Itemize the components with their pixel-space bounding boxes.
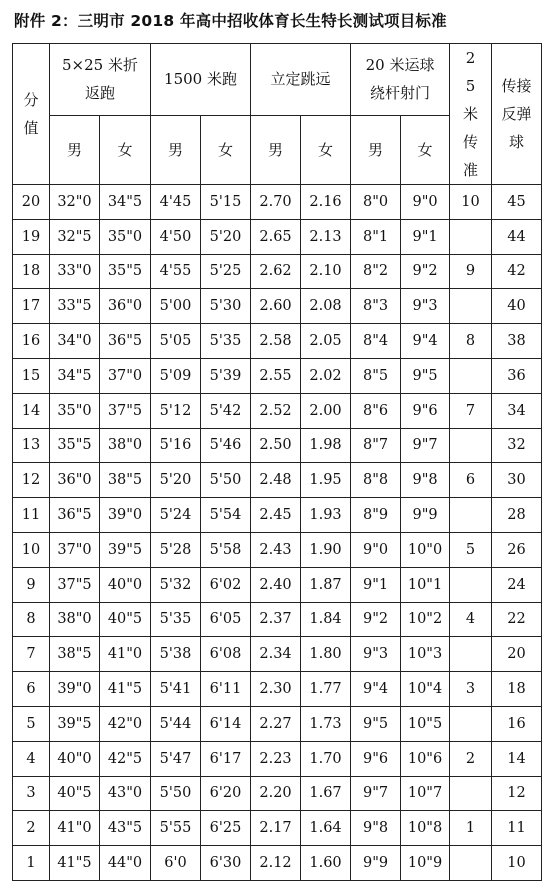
cell-rebound: 30 [492, 463, 542, 498]
cell-dribble-male: 8"3 [351, 289, 401, 324]
cell-rebound: 20 [492, 637, 542, 672]
cell-jump-female: 1.77 [301, 672, 351, 707]
cell-jump-female: 1.87 [301, 567, 351, 602]
header-dribble-shot: 20 米运球绕杆射门 [351, 44, 450, 116]
header-25m-pass: 25 米传准 [450, 44, 492, 185]
cell-dribble-female: 9"8 [401, 463, 450, 498]
cell-shuttle-male: 41"0 [50, 811, 100, 846]
cell-run-female: 6'14 [201, 706, 251, 741]
cell-dribble-female: 9"6 [401, 393, 450, 428]
cell-jump-female: 1.98 [301, 428, 351, 463]
cell-dribble-female: 10"5 [401, 706, 450, 741]
cell-run-male: 5'09 [151, 358, 201, 393]
cell-dribble-female: 10"2 [401, 602, 450, 637]
cell-jump-male: 2.40 [251, 567, 301, 602]
table-row [13, 289, 542, 324]
cell-run-female: 5'20 [201, 219, 251, 254]
cell-run-male: 5'32 [151, 567, 201, 602]
cell-shuttle-male: 32"5 [50, 219, 100, 254]
cell-score: 16 [13, 324, 50, 359]
cell-pass: 2 [450, 741, 492, 776]
cell-dribble-male: 9"0 [351, 532, 401, 567]
cell-pass [450, 846, 492, 881]
cell-dribble-male: 9"6 [351, 741, 401, 776]
cell-shuttle-female: 39"0 [100, 498, 151, 533]
header-row-top [13, 44, 542, 116]
cell-shuttle-male: 35"0 [50, 393, 100, 428]
cell-jump-female: 1.90 [301, 532, 351, 567]
cell-dribble-female: 10"6 [401, 741, 450, 776]
cell-jump-male: 2.60 [251, 289, 301, 324]
cell-pass: 5 [450, 532, 492, 567]
cell-score: 15 [13, 358, 50, 393]
cell-shuttle-female: 43"0 [100, 776, 151, 811]
header-score: 分值 [13, 44, 50, 185]
cell-run-male: 5'55 [151, 811, 201, 846]
header-jump-female: 女 [301, 115, 351, 184]
header-run-female: 女 [201, 115, 251, 184]
cell-jump-male: 2.48 [251, 463, 301, 498]
cell-dribble-male: 8"0 [351, 185, 401, 220]
cell-dribble-male: 8"9 [351, 498, 401, 533]
cell-jump-male: 2.30 [251, 672, 301, 707]
cell-jump-male: 2.62 [251, 254, 301, 289]
cell-jump-female: 2.05 [301, 324, 351, 359]
cell-pass [450, 428, 492, 463]
cell-dribble-female: 9"3 [401, 289, 450, 324]
cell-rebound: 28 [492, 498, 542, 533]
cell-jump-male: 2.17 [251, 811, 301, 846]
cell-shuttle-male: 37"0 [50, 532, 100, 567]
cell-jump-male: 2.65 [251, 219, 301, 254]
header-dribble-female: 女 [401, 115, 450, 184]
cell-dribble-male: 8"5 [351, 358, 401, 393]
cell-rebound: 12 [492, 776, 542, 811]
cell-pass: 8 [450, 324, 492, 359]
cell-dribble-female: 10"1 [401, 567, 450, 602]
table-row [13, 498, 542, 533]
cell-jump-female: 2.02 [301, 358, 351, 393]
cell-score: 17 [13, 289, 50, 324]
cell-jump-female: 1.67 [301, 776, 351, 811]
cell-shuttle-male: 32"0 [50, 185, 100, 220]
cell-dribble-female: 10"7 [401, 776, 450, 811]
cell-run-female: 5'30 [201, 289, 251, 324]
cell-pass [450, 567, 492, 602]
cell-dribble-female: 9"2 [401, 254, 450, 289]
table-row [13, 672, 542, 707]
cell-shuttle-female: 35"0 [100, 219, 151, 254]
cell-run-male: 5'47 [151, 741, 201, 776]
cell-dribble-male: 8"4 [351, 324, 401, 359]
cell-pass: 3 [450, 672, 492, 707]
cell-pass [450, 706, 492, 741]
cell-dribble-female: 10"9 [401, 846, 450, 881]
cell-rebound: 11 [492, 811, 542, 846]
cell-score: 2 [13, 811, 50, 846]
cell-run-female: 6'11 [201, 672, 251, 707]
cell-run-female: 5'39 [201, 358, 251, 393]
cell-jump-female: 2.10 [301, 254, 351, 289]
table-row [13, 185, 542, 220]
cell-shuttle-male: 39"5 [50, 706, 100, 741]
cell-score: 14 [13, 393, 50, 428]
cell-shuttle-female: 37"5 [100, 393, 151, 428]
cell-dribble-male: 9"3 [351, 637, 401, 672]
cell-run-female: 5'50 [201, 463, 251, 498]
cell-jump-female: 1.84 [301, 602, 351, 637]
table-row [13, 254, 542, 289]
cell-jump-male: 2.12 [251, 846, 301, 881]
cell-shuttle-female: 42"0 [100, 706, 151, 741]
cell-run-female: 6'17 [201, 741, 251, 776]
cell-shuttle-female: 38"5 [100, 463, 151, 498]
cell-shuttle-male: 40"0 [50, 741, 100, 776]
table-body [13, 185, 542, 881]
cell-shuttle-male: 38"5 [50, 637, 100, 672]
cell-rebound: 24 [492, 567, 542, 602]
table-row [13, 706, 542, 741]
cell-run-female: 5'35 [201, 324, 251, 359]
cell-shuttle-male: 36"5 [50, 498, 100, 533]
cell-run-female: 5'42 [201, 393, 251, 428]
cell-run-male: 4'45 [151, 185, 201, 220]
cell-run-male: 5'16 [151, 428, 201, 463]
cell-rebound: 36 [492, 358, 542, 393]
cell-run-female: 6'30 [201, 846, 251, 881]
cell-jump-female: 1.60 [301, 846, 351, 881]
cell-dribble-male: 8"8 [351, 463, 401, 498]
cell-shuttle-female: 42"5 [100, 741, 151, 776]
cell-run-male: 4'50 [151, 219, 201, 254]
cell-dribble-male: 9"2 [351, 602, 401, 637]
cell-run-male: 5'28 [151, 532, 201, 567]
cell-shuttle-female: 36"0 [100, 289, 151, 324]
cell-rebound: 22 [492, 602, 542, 637]
cell-rebound: 18 [492, 672, 542, 707]
cell-jump-female: 1.93 [301, 498, 351, 533]
cell-pass: 6 [450, 463, 492, 498]
cell-score: 13 [13, 428, 50, 463]
cell-jump-female: 1.73 [301, 706, 351, 741]
cell-dribble-female: 9"0 [401, 185, 450, 220]
header-run-male: 男 [151, 115, 201, 184]
cell-dribble-female: 10"4 [401, 672, 450, 707]
cell-run-female: 5'58 [201, 532, 251, 567]
table-row [13, 776, 542, 811]
cell-shuttle-male: 33"5 [50, 289, 100, 324]
standards-table [12, 43, 542, 881]
cell-rebound: 44 [492, 219, 542, 254]
cell-run-male: 5'00 [151, 289, 201, 324]
cell-shuttle-male: 39"0 [50, 672, 100, 707]
cell-score: 5 [13, 706, 50, 741]
cell-shuttle-male: 34"5 [50, 358, 100, 393]
cell-score: 4 [13, 741, 50, 776]
cell-pass: 10 [450, 185, 492, 220]
cell-jump-male: 2.37 [251, 602, 301, 637]
cell-pass: 9 [450, 254, 492, 289]
cell-dribble-female: 9"7 [401, 428, 450, 463]
cell-dribble-male: 9"7 [351, 776, 401, 811]
cell-run-female: 6'05 [201, 602, 251, 637]
cell-shuttle-male: 37"5 [50, 567, 100, 602]
cell-score: 19 [13, 219, 50, 254]
table-row [13, 324, 542, 359]
cell-jump-female: 1.95 [301, 463, 351, 498]
cell-dribble-female: 9"1 [401, 219, 450, 254]
cell-jump-male: 2.45 [251, 498, 301, 533]
cell-run-female: 5'15 [201, 185, 251, 220]
cell-score: 18 [13, 254, 50, 289]
table-row [13, 602, 542, 637]
cell-dribble-female: 10"3 [401, 637, 450, 672]
cell-rebound: 32 [492, 428, 542, 463]
cell-shuttle-female: 35"5 [100, 254, 151, 289]
cell-score: 20 [13, 185, 50, 220]
table-row [13, 219, 542, 254]
cell-score: 6 [13, 672, 50, 707]
cell-run-male: 4'55 [151, 254, 201, 289]
cell-shuttle-female: 34"5 [100, 185, 151, 220]
cell-jump-male: 2.70 [251, 185, 301, 220]
cell-jump-male: 2.34 [251, 637, 301, 672]
header-rebound-pass: 传接反弹球 [492, 44, 542, 185]
cell-shuttle-female: 39"5 [100, 532, 151, 567]
cell-score: 12 [13, 463, 50, 498]
cell-rebound: 16 [492, 706, 542, 741]
cell-score: 10 [13, 532, 50, 567]
cell-shuttle-female: 43"5 [100, 811, 151, 846]
cell-run-female: 5'54 [201, 498, 251, 533]
cell-run-male: 5'41 [151, 672, 201, 707]
cell-jump-male: 2.58 [251, 324, 301, 359]
cell-run-female: 6'08 [201, 637, 251, 672]
cell-run-female: 6'02 [201, 567, 251, 602]
cell-shuttle-female: 36"5 [100, 324, 151, 359]
cell-jump-male: 2.23 [251, 741, 301, 776]
cell-score: 7 [13, 637, 50, 672]
cell-dribble-female: 9"4 [401, 324, 450, 359]
header-standing-jump: 立定跳远 [251, 44, 351, 116]
header-shuttle-male: 男 [50, 115, 100, 184]
cell-pass [450, 498, 492, 533]
cell-jump-female: 1.64 [301, 811, 351, 846]
cell-score: 11 [13, 498, 50, 533]
cell-jump-female: 2.16 [301, 185, 351, 220]
table-row [13, 532, 542, 567]
cell-score: 1 [13, 846, 50, 881]
cell-dribble-female: 10"8 [401, 811, 450, 846]
cell-pass [450, 637, 492, 672]
cell-jump-female: 2.00 [301, 393, 351, 428]
cell-shuttle-female: 44"0 [100, 846, 151, 881]
cell-shuttle-female: 37"0 [100, 358, 151, 393]
cell-dribble-female: 9"9 [401, 498, 450, 533]
cell-run-male: 5'50 [151, 776, 201, 811]
cell-dribble-male: 8"1 [351, 219, 401, 254]
cell-run-female: 5'46 [201, 428, 251, 463]
cell-pass: 1 [450, 811, 492, 846]
cell-shuttle-female: 40"0 [100, 567, 151, 602]
cell-pass [450, 358, 492, 393]
cell-run-male: 5'20 [151, 463, 201, 498]
cell-shuttle-male: 41"5 [50, 846, 100, 881]
cell-dribble-male: 9"9 [351, 846, 401, 881]
cell-score: 8 [13, 602, 50, 637]
header-shuttle-run: 5×25 米折返跑 [50, 44, 151, 116]
cell-run-male: 5'44 [151, 706, 201, 741]
table-row [13, 358, 542, 393]
table-row [13, 637, 542, 672]
cell-rebound: 38 [492, 324, 542, 359]
cell-jump-female: 1.80 [301, 637, 351, 672]
cell-jump-female: 1.70 [301, 741, 351, 776]
cell-shuttle-male: 38"0 [50, 602, 100, 637]
cell-score: 9 [13, 567, 50, 602]
cell-jump-female: 2.08 [301, 289, 351, 324]
table-row [13, 811, 542, 846]
cell-rebound: 14 [492, 741, 542, 776]
cell-dribble-male: 8"2 [351, 254, 401, 289]
cell-rebound: 42 [492, 254, 542, 289]
cell-rebound: 34 [492, 393, 542, 428]
table-row [13, 393, 542, 428]
cell-dribble-female: 9"5 [401, 358, 450, 393]
cell-pass [450, 289, 492, 324]
cell-rebound: 10 [492, 846, 542, 881]
header-1500m-run: 1500 米跑 [151, 44, 251, 116]
cell-shuttle-male: 36"0 [50, 463, 100, 498]
cell-jump-male: 2.27 [251, 706, 301, 741]
cell-run-male: 6'0 [151, 846, 201, 881]
cell-dribble-male: 8"7 [351, 428, 401, 463]
table-row [13, 428, 542, 463]
table-row [13, 567, 542, 602]
cell-jump-male: 2.52 [251, 393, 301, 428]
cell-shuttle-male: 35"5 [50, 428, 100, 463]
cell-run-female: 5'25 [201, 254, 251, 289]
header-shuttle-female: 女 [100, 115, 151, 184]
cell-pass [450, 776, 492, 811]
cell-shuttle-male: 34"0 [50, 324, 100, 359]
cell-pass: 4 [450, 602, 492, 637]
cell-dribble-female: 10"0 [401, 532, 450, 567]
table-row [13, 463, 542, 498]
header-jump-male: 男 [251, 115, 301, 184]
cell-run-female: 6'25 [201, 811, 251, 846]
cell-shuttle-male: 40"5 [50, 776, 100, 811]
table-row [13, 846, 542, 881]
cell-shuttle-female: 38"0 [100, 428, 151, 463]
cell-jump-male: 2.55 [251, 358, 301, 393]
cell-score: 3 [13, 776, 50, 811]
cell-jump-male: 2.43 [251, 532, 301, 567]
document-title: 附件 2：三明市 2018 年高中招收体育长生特长测试项目标准 [14, 12, 447, 30]
cell-dribble-male: 9"8 [351, 811, 401, 846]
cell-shuttle-female: 40"5 [100, 602, 151, 637]
cell-shuttle-female: 41"0 [100, 637, 151, 672]
cell-pass [450, 219, 492, 254]
cell-run-male: 5'12 [151, 393, 201, 428]
cell-rebound: 45 [492, 185, 542, 220]
cell-dribble-male: 9"5 [351, 706, 401, 741]
header-dribble-male: 男 [351, 115, 401, 184]
cell-dribble-male: 9"1 [351, 567, 401, 602]
cell-pass: 7 [450, 393, 492, 428]
cell-jump-female: 2.13 [301, 219, 351, 254]
cell-run-female: 6'20 [201, 776, 251, 811]
cell-jump-male: 2.50 [251, 428, 301, 463]
cell-shuttle-male: 33"0 [50, 254, 100, 289]
table-row [13, 741, 542, 776]
cell-run-male: 5'38 [151, 637, 201, 672]
cell-run-male: 5'35 [151, 602, 201, 637]
cell-dribble-male: 8"6 [351, 393, 401, 428]
cell-rebound: 40 [492, 289, 542, 324]
cell-rebound: 26 [492, 532, 542, 567]
cell-jump-male: 2.20 [251, 776, 301, 811]
cell-run-male: 5'05 [151, 324, 201, 359]
cell-dribble-male: 9"4 [351, 672, 401, 707]
cell-shuttle-female: 41"5 [100, 672, 151, 707]
cell-run-male: 5'24 [151, 498, 201, 533]
